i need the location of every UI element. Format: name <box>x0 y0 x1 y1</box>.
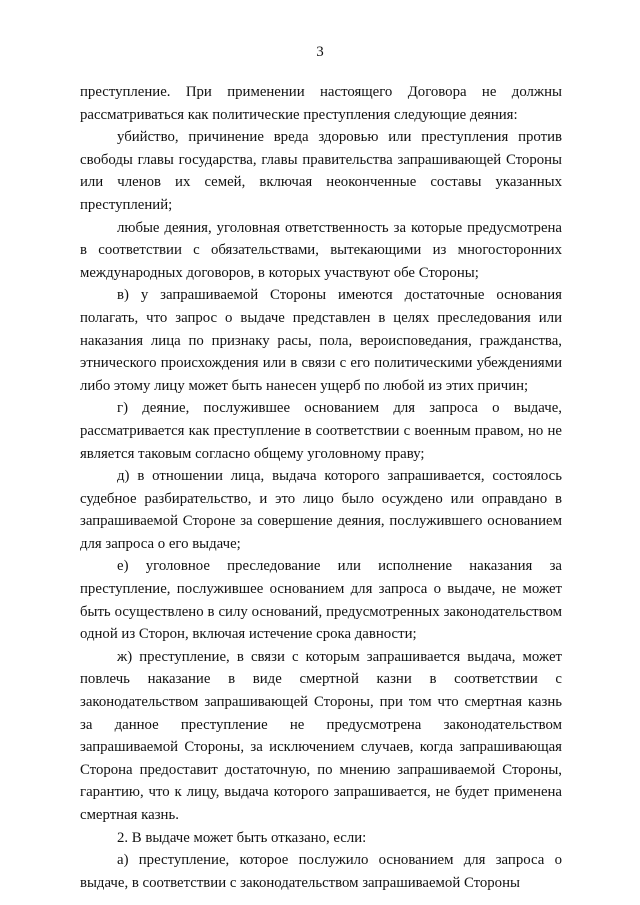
paragraph-item-zh: ж) преступление, в связи с которым запрашивается выдача, может повлечь наказание в виде смертной казни в соответствии с законодательством запрашивающей Стороны, при том что смертная казнь за данное преступление не предусмотрена законодательством запрашиваемой Стороны, за исключением случаев, когда запрашивающая Сторона предоставит достаточную, по мнению запрашиваемой Стороны, гарантию, что к лицу, выдача которого запрашивается, не будет применена смертная казнь. <box>80 648 562 823</box>
paragraph-item-g: г) деяние, послужившее основанием для запроса о выдаче, рассматривается как преступление в соответствии с военным правом, но не является таковым согласно общему уголовному праву; <box>80 400 562 462</box>
paragraph-head-of-state-crimes: убийство, причинение вреда здоровью или преступления против свободы главы государства, главы правительства запрашивающей Стороны или членов их семей, включая неоконченные составы указанных преступлений; <box>80 129 562 213</box>
paragraph-continuation: преступление. При применении настоящего Договора не должны рассматриваться как политические преступления следующие деяния: <box>80 84 562 123</box>
paragraph-item-d: д) в отношении лица, выдача которого запрашивается, состоялось судебное разбирательство, и это лицо было осуждено или оправдано в запрашиваемой Стороне за совершение деяния, послужившего основанием для запроса о его выдаче; <box>80 468 562 552</box>
paragraph-section-2: 2. В выдаче может быть отказано, если: <box>117 829 367 846</box>
page-number: 3 <box>316 44 324 60</box>
paragraph-multilateral-obligations: любые деяния, уголовная ответственность за которые предусмотрена в соответствии с обязательствами, вытекающими из многосторонних международных договоров, в которых участвуют обе Стороны; <box>80 219 562 281</box>
document-body <box>80 81 562 894</box>
paragraph-item-v: в) у запрашиваемой Стороны имеются достаточные основания полагать, что запрос о выдаче представлен в целях преследования или наказания лица по признаку расы, пола, вероисповедания, гражданства, этнического происхождения или в связи с его политическими убеждениями либо этому лицу может быть нанесен ущерб по любой из этих причин; <box>80 287 562 394</box>
paragraph-item-a: а) преступление, которое послужило основанием для запроса о выдаче, в соответствии с законодательством запрашиваемой Стороны <box>80 852 562 891</box>
paragraph-item-e: е) уголовное преследование или исполнение наказания за преступление, послужившее основанием для запроса о выдаче, не может быть осуществлено в силу оснований, предусмотренных законодательством одной из Сторон, включая истечение срока давности; <box>80 558 562 643</box>
